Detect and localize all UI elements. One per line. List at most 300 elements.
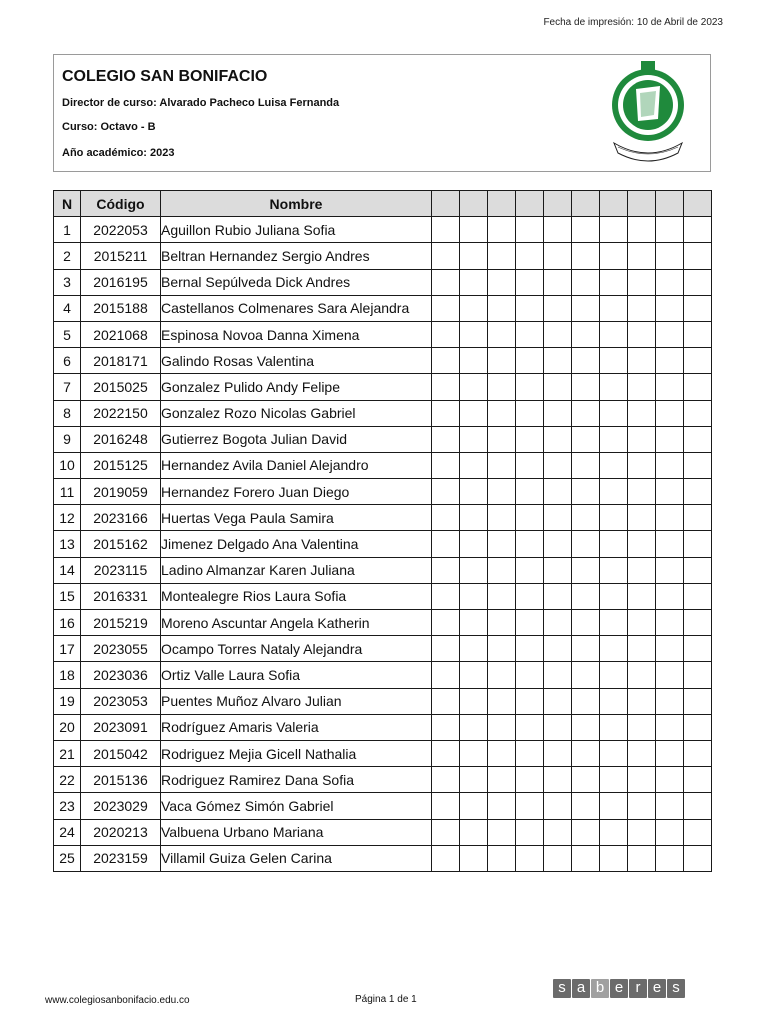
blank-cell bbox=[460, 243, 488, 269]
header-blank bbox=[572, 191, 600, 217]
student-name: Beltran Hernandez Sergio Andres bbox=[161, 243, 432, 269]
blank-cell bbox=[516, 793, 544, 819]
blank-cell bbox=[488, 505, 516, 531]
blank-cell bbox=[460, 505, 488, 531]
blank-cell bbox=[572, 557, 600, 583]
blank-cell bbox=[656, 740, 684, 766]
blank-cell bbox=[600, 714, 628, 740]
blank-cell bbox=[656, 321, 684, 347]
student-number: 25 bbox=[54, 845, 81, 871]
blank-cell bbox=[460, 217, 488, 243]
blank-cell bbox=[600, 452, 628, 478]
header-blank bbox=[656, 191, 684, 217]
blank-cell bbox=[656, 688, 684, 714]
header-blank bbox=[600, 191, 628, 217]
blank-cell bbox=[460, 479, 488, 505]
table-row bbox=[54, 819, 712, 845]
student-number: 9 bbox=[54, 426, 81, 452]
blank-cell bbox=[600, 688, 628, 714]
student-number: 21 bbox=[54, 740, 81, 766]
blank-cell bbox=[628, 374, 656, 400]
blank-cell bbox=[572, 295, 600, 321]
blank-cell bbox=[544, 531, 572, 557]
header-blank bbox=[628, 191, 656, 217]
blank-cell bbox=[460, 531, 488, 557]
blank-cell bbox=[460, 295, 488, 321]
blank-cell bbox=[432, 688, 460, 714]
table-row bbox=[54, 400, 712, 426]
blank-cell bbox=[544, 845, 572, 871]
student-name: Gonzalez Pulido Andy Felipe bbox=[161, 374, 432, 400]
blank-cell bbox=[684, 636, 712, 662]
blank-cell bbox=[572, 400, 600, 426]
blank-cell bbox=[656, 583, 684, 609]
blank-cell bbox=[684, 479, 712, 505]
blank-cell bbox=[432, 374, 460, 400]
blank-cell bbox=[516, 479, 544, 505]
blank-cell bbox=[684, 714, 712, 740]
table-row bbox=[54, 479, 712, 505]
blank-cell bbox=[544, 767, 572, 793]
table-row bbox=[54, 531, 712, 557]
blank-cell bbox=[684, 217, 712, 243]
blank-cell bbox=[544, 217, 572, 243]
header-blank bbox=[432, 191, 460, 217]
student-code: 2023029 bbox=[81, 793, 161, 819]
blank-cell bbox=[572, 610, 600, 636]
blank-cell bbox=[488, 479, 516, 505]
student-name: Ocampo Torres Nataly Alejandra bbox=[161, 636, 432, 662]
blank-cell bbox=[656, 845, 684, 871]
student-name: Villamil Guiza Gelen Carina bbox=[161, 845, 432, 871]
blank-cell bbox=[628, 531, 656, 557]
blank-cell bbox=[572, 243, 600, 269]
blank-cell bbox=[516, 845, 544, 871]
blank-cell bbox=[432, 767, 460, 793]
blank-cell bbox=[460, 400, 488, 426]
blank-cell bbox=[600, 400, 628, 426]
blank-cell bbox=[656, 452, 684, 478]
blank-cell bbox=[544, 400, 572, 426]
blank-cell bbox=[600, 793, 628, 819]
blank-cell bbox=[656, 662, 684, 688]
table-row bbox=[54, 845, 712, 871]
brand-letter-tile: b bbox=[591, 979, 609, 998]
blank-cell bbox=[684, 583, 712, 609]
blank-cell bbox=[684, 767, 712, 793]
blank-cell bbox=[656, 426, 684, 452]
table-row bbox=[54, 505, 712, 531]
blank-cell bbox=[572, 505, 600, 531]
blank-cell bbox=[628, 243, 656, 269]
table-row bbox=[54, 583, 712, 609]
header-name: Nombre bbox=[161, 191, 432, 217]
blank-cell bbox=[488, 217, 516, 243]
student-code: 2023091 bbox=[81, 714, 161, 740]
blank-cell bbox=[544, 505, 572, 531]
blank-cell bbox=[432, 269, 460, 295]
student-name: Rodríguez Amaris Valeria bbox=[161, 714, 432, 740]
blank-cell bbox=[488, 269, 516, 295]
blank-cell bbox=[628, 321, 656, 347]
blank-cell bbox=[684, 845, 712, 871]
blank-cell bbox=[460, 374, 488, 400]
blank-cell bbox=[600, 505, 628, 531]
blank-cell bbox=[600, 583, 628, 609]
table-row bbox=[54, 374, 712, 400]
blank-cell bbox=[656, 479, 684, 505]
blank-cell bbox=[544, 688, 572, 714]
student-name: Aguillon Rubio Juliana Sofia bbox=[161, 217, 432, 243]
student-code: 2023115 bbox=[81, 557, 161, 583]
blank-cell bbox=[628, 505, 656, 531]
blank-cell bbox=[432, 583, 460, 609]
student-number: 20 bbox=[54, 714, 81, 740]
blank-cell bbox=[544, 452, 572, 478]
student-name: Valbuena Urbano Mariana bbox=[161, 819, 432, 845]
blank-cell bbox=[628, 583, 656, 609]
student-number: 23 bbox=[54, 793, 81, 819]
blank-cell bbox=[656, 348, 684, 374]
blank-cell bbox=[600, 531, 628, 557]
blank-cell bbox=[684, 374, 712, 400]
blank-cell bbox=[600, 845, 628, 871]
blank-cell bbox=[600, 819, 628, 845]
blank-cell bbox=[544, 819, 572, 845]
table-row bbox=[54, 243, 712, 269]
blank-cell bbox=[684, 400, 712, 426]
blank-cell bbox=[600, 662, 628, 688]
blank-cell bbox=[600, 321, 628, 347]
student-code: 2018171 bbox=[81, 348, 161, 374]
blank-cell bbox=[432, 400, 460, 426]
blank-cell bbox=[628, 400, 656, 426]
blank-cell bbox=[516, 531, 544, 557]
blank-cell bbox=[628, 793, 656, 819]
blank-cell bbox=[432, 636, 460, 662]
blank-cell bbox=[600, 740, 628, 766]
blank-cell bbox=[656, 400, 684, 426]
student-number: 18 bbox=[54, 662, 81, 688]
blank-cell bbox=[656, 269, 684, 295]
blank-cell bbox=[572, 819, 600, 845]
blank-cell bbox=[488, 531, 516, 557]
student-code: 2023159 bbox=[81, 845, 161, 871]
blank-cell bbox=[600, 269, 628, 295]
blank-cell bbox=[516, 557, 544, 583]
header-code: Código bbox=[81, 191, 161, 217]
blank-cell bbox=[516, 714, 544, 740]
blank-cell bbox=[460, 610, 488, 636]
blank-cell bbox=[432, 505, 460, 531]
blank-cell bbox=[544, 714, 572, 740]
blank-cell bbox=[460, 845, 488, 871]
blank-cell bbox=[572, 845, 600, 871]
blank-cell bbox=[628, 452, 656, 478]
blank-cell bbox=[488, 400, 516, 426]
student-number: 5 bbox=[54, 321, 81, 347]
student-name: Castellanos Colmenares Sara Alejandra bbox=[161, 295, 432, 321]
student-name: Hernandez Forero Juan Diego bbox=[161, 479, 432, 505]
blank-cell bbox=[684, 793, 712, 819]
blank-cell bbox=[684, 531, 712, 557]
student-number: 15 bbox=[54, 583, 81, 609]
blank-cell bbox=[600, 636, 628, 662]
blank-cell bbox=[460, 426, 488, 452]
blank-cell bbox=[684, 662, 712, 688]
blank-cell bbox=[516, 374, 544, 400]
blank-cell bbox=[600, 557, 628, 583]
student-name: Hernandez Avila Daniel Alejandro bbox=[161, 452, 432, 478]
blank-cell bbox=[544, 374, 572, 400]
blank-cell bbox=[488, 583, 516, 609]
blank-cell bbox=[516, 505, 544, 531]
blank-cell bbox=[656, 243, 684, 269]
table-header-row bbox=[54, 191, 712, 217]
blank-cell bbox=[600, 426, 628, 452]
blank-cell bbox=[516, 295, 544, 321]
student-number: 8 bbox=[54, 400, 81, 426]
blank-cell bbox=[432, 819, 460, 845]
table-row bbox=[54, 688, 712, 714]
blank-cell bbox=[460, 557, 488, 583]
blank-cell bbox=[656, 793, 684, 819]
blank-cell bbox=[684, 557, 712, 583]
student-name: Huertas Vega Paula Samira bbox=[161, 505, 432, 531]
course-director: Director de curso: Alvarado Pacheco Luisa Fernanda bbox=[62, 97, 340, 109]
blank-cell bbox=[432, 295, 460, 321]
blank-cell bbox=[432, 479, 460, 505]
blank-cell bbox=[572, 688, 600, 714]
blank-cell bbox=[600, 243, 628, 269]
blank-cell bbox=[544, 269, 572, 295]
school-header bbox=[53, 54, 711, 172]
blank-cell bbox=[460, 740, 488, 766]
student-code: 2015219 bbox=[81, 610, 161, 636]
blank-cell bbox=[600, 348, 628, 374]
blank-cell bbox=[628, 714, 656, 740]
student-number: 2 bbox=[54, 243, 81, 269]
student-number: 3 bbox=[54, 269, 81, 295]
student-code: 2021068 bbox=[81, 321, 161, 347]
brand-letter-tile: s bbox=[553, 979, 571, 998]
blank-cell bbox=[600, 479, 628, 505]
school-name: COLEGIO SAN BONIFACIO bbox=[62, 68, 268, 85]
blank-cell bbox=[656, 557, 684, 583]
student-name: Bernal Sepúlveda Dick Andres bbox=[161, 269, 432, 295]
blank-cell bbox=[656, 217, 684, 243]
student-code: 2015136 bbox=[81, 767, 161, 793]
blank-cell bbox=[600, 374, 628, 400]
footer-website: www.colegiosanbonifacio.edu.co bbox=[45, 995, 190, 1006]
blank-cell bbox=[600, 217, 628, 243]
blank-cell bbox=[544, 295, 572, 321]
blank-cell bbox=[516, 740, 544, 766]
student-code: 2015162 bbox=[81, 531, 161, 557]
student-number: 24 bbox=[54, 819, 81, 845]
blank-cell bbox=[460, 583, 488, 609]
table-row bbox=[54, 610, 712, 636]
blank-cell bbox=[684, 610, 712, 636]
blank-cell bbox=[488, 374, 516, 400]
student-number: 16 bbox=[54, 610, 81, 636]
blank-cell bbox=[628, 610, 656, 636]
blank-cell bbox=[516, 400, 544, 426]
header-blank bbox=[460, 191, 488, 217]
blank-cell bbox=[544, 793, 572, 819]
blank-cell bbox=[516, 269, 544, 295]
blank-cell bbox=[488, 767, 516, 793]
student-code: 2016331 bbox=[81, 583, 161, 609]
student-name: Jimenez Delgado Ana Valentina bbox=[161, 531, 432, 557]
student-number: 22 bbox=[54, 767, 81, 793]
blank-cell bbox=[488, 557, 516, 583]
blank-cell bbox=[684, 348, 712, 374]
blank-cell bbox=[488, 819, 516, 845]
blank-cell bbox=[628, 269, 656, 295]
blank-cell bbox=[460, 348, 488, 374]
blank-cell bbox=[516, 452, 544, 478]
blank-cell bbox=[628, 636, 656, 662]
blank-cell bbox=[516, 610, 544, 636]
blank-cell bbox=[488, 426, 516, 452]
print-date: Fecha de impresión: 10 de Abril de 2023 bbox=[543, 17, 723, 28]
blank-cell bbox=[432, 662, 460, 688]
blank-cell bbox=[460, 714, 488, 740]
student-name: Puentes Muñoz Alvaro Julian bbox=[161, 688, 432, 714]
student-number: 7 bbox=[54, 374, 81, 400]
table-row bbox=[54, 426, 712, 452]
blank-cell bbox=[656, 714, 684, 740]
student-code: 2023036 bbox=[81, 662, 161, 688]
blank-cell bbox=[628, 819, 656, 845]
blank-cell bbox=[544, 426, 572, 452]
blank-cell bbox=[656, 531, 684, 557]
blank-cell bbox=[572, 793, 600, 819]
student-code: 2015188 bbox=[81, 295, 161, 321]
blank-cell bbox=[628, 740, 656, 766]
blank-cell bbox=[432, 217, 460, 243]
blank-cell bbox=[628, 348, 656, 374]
table-row bbox=[54, 793, 712, 819]
blank-cell bbox=[628, 426, 656, 452]
blank-cell bbox=[432, 793, 460, 819]
student-name: Galindo Rosas Valentina bbox=[161, 348, 432, 374]
blank-cell bbox=[488, 688, 516, 714]
blank-cell bbox=[432, 531, 460, 557]
blank-cell bbox=[544, 321, 572, 347]
student-code: 2020213 bbox=[81, 819, 161, 845]
student-code: 2015125 bbox=[81, 452, 161, 478]
blank-cell bbox=[460, 321, 488, 347]
student-code: 2015025 bbox=[81, 374, 161, 400]
saberes-brand-logo bbox=[553, 979, 685, 998]
header-number: N bbox=[54, 191, 81, 217]
blank-cell bbox=[432, 348, 460, 374]
blank-cell bbox=[572, 583, 600, 609]
student-number: 10 bbox=[54, 452, 81, 478]
student-code: 2023166 bbox=[81, 505, 161, 531]
blank-cell bbox=[572, 767, 600, 793]
school-logo bbox=[608, 61, 688, 163]
page-number: Página 1 de 1 bbox=[355, 994, 417, 1005]
header-blank bbox=[516, 191, 544, 217]
blank-cell bbox=[628, 479, 656, 505]
blank-cell bbox=[572, 662, 600, 688]
student-number: 4 bbox=[54, 295, 81, 321]
blank-cell bbox=[572, 426, 600, 452]
blank-cell bbox=[684, 505, 712, 531]
table-row bbox=[54, 662, 712, 688]
student-name: Rodriguez Mejia Gicell Nathalia bbox=[161, 740, 432, 766]
header-blank bbox=[684, 191, 712, 217]
blank-cell bbox=[600, 295, 628, 321]
student-name: Espinosa Novoa Danna Ximena bbox=[161, 321, 432, 347]
blank-cell bbox=[516, 426, 544, 452]
blank-cell bbox=[572, 740, 600, 766]
blank-cell bbox=[460, 662, 488, 688]
blank-cell bbox=[488, 714, 516, 740]
blank-cell bbox=[572, 321, 600, 347]
blank-cell bbox=[488, 845, 516, 871]
student-number: 11 bbox=[54, 479, 81, 505]
blank-cell bbox=[432, 610, 460, 636]
blank-cell bbox=[488, 636, 516, 662]
blank-cell bbox=[544, 479, 572, 505]
blank-cell bbox=[488, 740, 516, 766]
blank-cell bbox=[488, 243, 516, 269]
blank-cell bbox=[656, 505, 684, 531]
student-code: 2015211 bbox=[81, 243, 161, 269]
blank-cell bbox=[628, 688, 656, 714]
student-code: 2016248 bbox=[81, 426, 161, 452]
blank-cell bbox=[432, 452, 460, 478]
blank-cell bbox=[600, 610, 628, 636]
blank-cell bbox=[516, 636, 544, 662]
student-roster-table bbox=[53, 190, 712, 872]
student-number: 14 bbox=[54, 557, 81, 583]
blank-cell bbox=[656, 636, 684, 662]
blank-cell bbox=[572, 269, 600, 295]
brand-letter-tile: e bbox=[648, 979, 666, 998]
table-row bbox=[54, 636, 712, 662]
blank-cell bbox=[572, 636, 600, 662]
student-name: Ladino Almanzar Karen Juliana bbox=[161, 557, 432, 583]
blank-cell bbox=[656, 610, 684, 636]
blank-cell bbox=[432, 557, 460, 583]
blank-cell bbox=[684, 269, 712, 295]
blank-cell bbox=[544, 348, 572, 374]
table-row bbox=[54, 557, 712, 583]
student-name: Rodriguez Ramirez Dana Sofia bbox=[161, 767, 432, 793]
table-row bbox=[54, 740, 712, 766]
student-number: 12 bbox=[54, 505, 81, 531]
table-row bbox=[54, 767, 712, 793]
blank-cell bbox=[656, 295, 684, 321]
student-name: Gutierrez Bogota Julian David bbox=[161, 426, 432, 452]
header-blank bbox=[544, 191, 572, 217]
blank-cell bbox=[488, 610, 516, 636]
brand-letter-tile: s bbox=[667, 979, 685, 998]
blank-cell bbox=[656, 819, 684, 845]
student-name: Montealegre Rios Laura Sofia bbox=[161, 583, 432, 609]
blank-cell bbox=[656, 374, 684, 400]
blank-cell bbox=[544, 243, 572, 269]
student-number: 13 bbox=[54, 531, 81, 557]
blank-cell bbox=[684, 321, 712, 347]
table-row bbox=[54, 452, 712, 478]
blank-cell bbox=[516, 243, 544, 269]
